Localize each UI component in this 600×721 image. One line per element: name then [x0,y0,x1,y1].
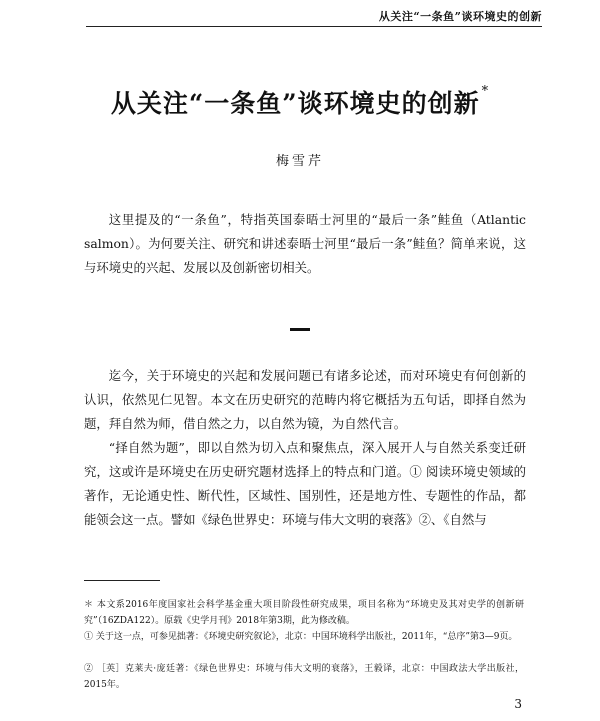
article-title [0,84,600,120]
section-label [290,328,310,331]
page-number: 3 [514,697,522,711]
footnote-rule [84,580,160,581]
header-rule [86,26,542,27]
author-name: 梅雪芹 [275,154,324,169]
footnote-1: ① 关于这一点，可参见拙著：《环境史研究叙论》，北京：中国环境科学出版社，2011年，“总序”第3—9页。 [84,632,518,642]
running-head: 从关注“一条鱼”谈环境史的创新 [378,10,542,23]
abstract-paragraph: 这里提及的“一条鱼”，特指英国泰晤士河里的“最后一条”鲑鱼（Atlantic salmon）。为何要关注、研究和讲述泰晤士河里“最后一条”鲑鱼？简单来说，这与环境史的兴起、发展以及创新密切相关。 [84,212,526,275]
body-paragraph-2: “择自然为题”，即以自然为切入点和聚焦点，深入展开人与自然关系变迁研究，这或许是环境史在历史研究题材选择上的特点和门道。① 阅读环境史领域的著作，无论通史性、断代性，区域性、国别性，还是地方性、专题性的作品，都能领会这一点。譬如《绿色世界史：环境与伟大文明的衰落》②、《自然与 [84,440,526,527]
body-paragraph-1: 迄今，关于环境史的兴起和发展问题已有诸多论述，而对环境史有何创新的认识，依然见仁见智。本文在历史研究的范畴内将它概括为五句话，即择自然为题，拜自然为师，借自然之力，以自然为镜，为自然代言。 [84,368,526,431]
title-note-mark: * [481,84,490,99]
footnote-2: ② ［英］克莱夫·庞廷著：《绿色世界史：环境与伟大文明的衰落》，王毅译，北京：中国政法大学出版社，2015年。 [84,664,524,690]
section-mark [0,316,600,335]
article-title-text: 从关注“一条鱼”谈环境史的创新 [110,89,480,118]
footnote-0: ＊ 本文系2016年度国家社会科学基金重大项目阶段性研究成果，项目名称为“环境史及其对史学的创新研究”（16ZDA122）。原载《史学月刊》2018年第3期，此为修改稿。 [84,600,524,626]
